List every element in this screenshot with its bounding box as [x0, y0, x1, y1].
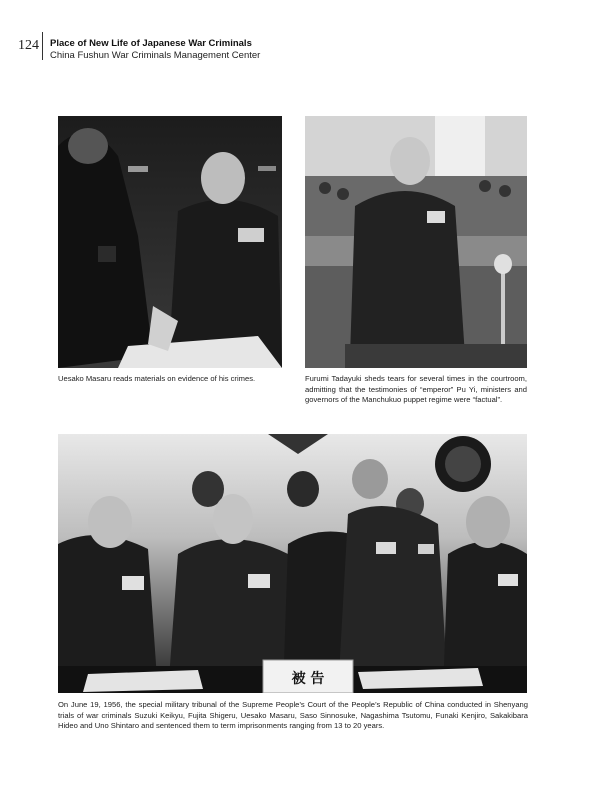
page-number: 124 [18, 38, 39, 53]
caption-furumi: Furumi Tadayuki sheds tears for several times in the courtroom, admitting that the testimonies of “emperor” Pu Yi, ministers and governors of the Manchukuo puppet regime were “factual”. [305, 374, 527, 404]
header-divider [42, 32, 43, 60]
caption-uesako: Uesako Masaru reads materials on evidence of his crimes. [58, 374, 256, 383]
photo-furumi-courtroom [305, 116, 527, 368]
defendant-sign-text: 被 告 [291, 671, 325, 687]
book-title: Place of New Life of Japanese War Criminals [50, 38, 252, 49]
caption-tribunal: On June 19, 1956, the special military tribunal of the Supreme People’s Court of the People’s Republic of China conducted in Shenyang trials of war criminals Suzuki Keikyu, Fujita Shigeru, Uesako Masaru, Saso Sinnosuke, Nagashima Tsutomu, Funaki Kenjiro, Sakakibara Hideo and Uno Shintaro and sentenced them to term imprisonments ranging from 13 to 20 years. [58, 700, 528, 730]
photo-uesako-reading [58, 116, 282, 368]
book-subtitle: China Fushun War Criminals Management Center [50, 50, 261, 61]
photo-tribunal-defendants [58, 434, 527, 693]
